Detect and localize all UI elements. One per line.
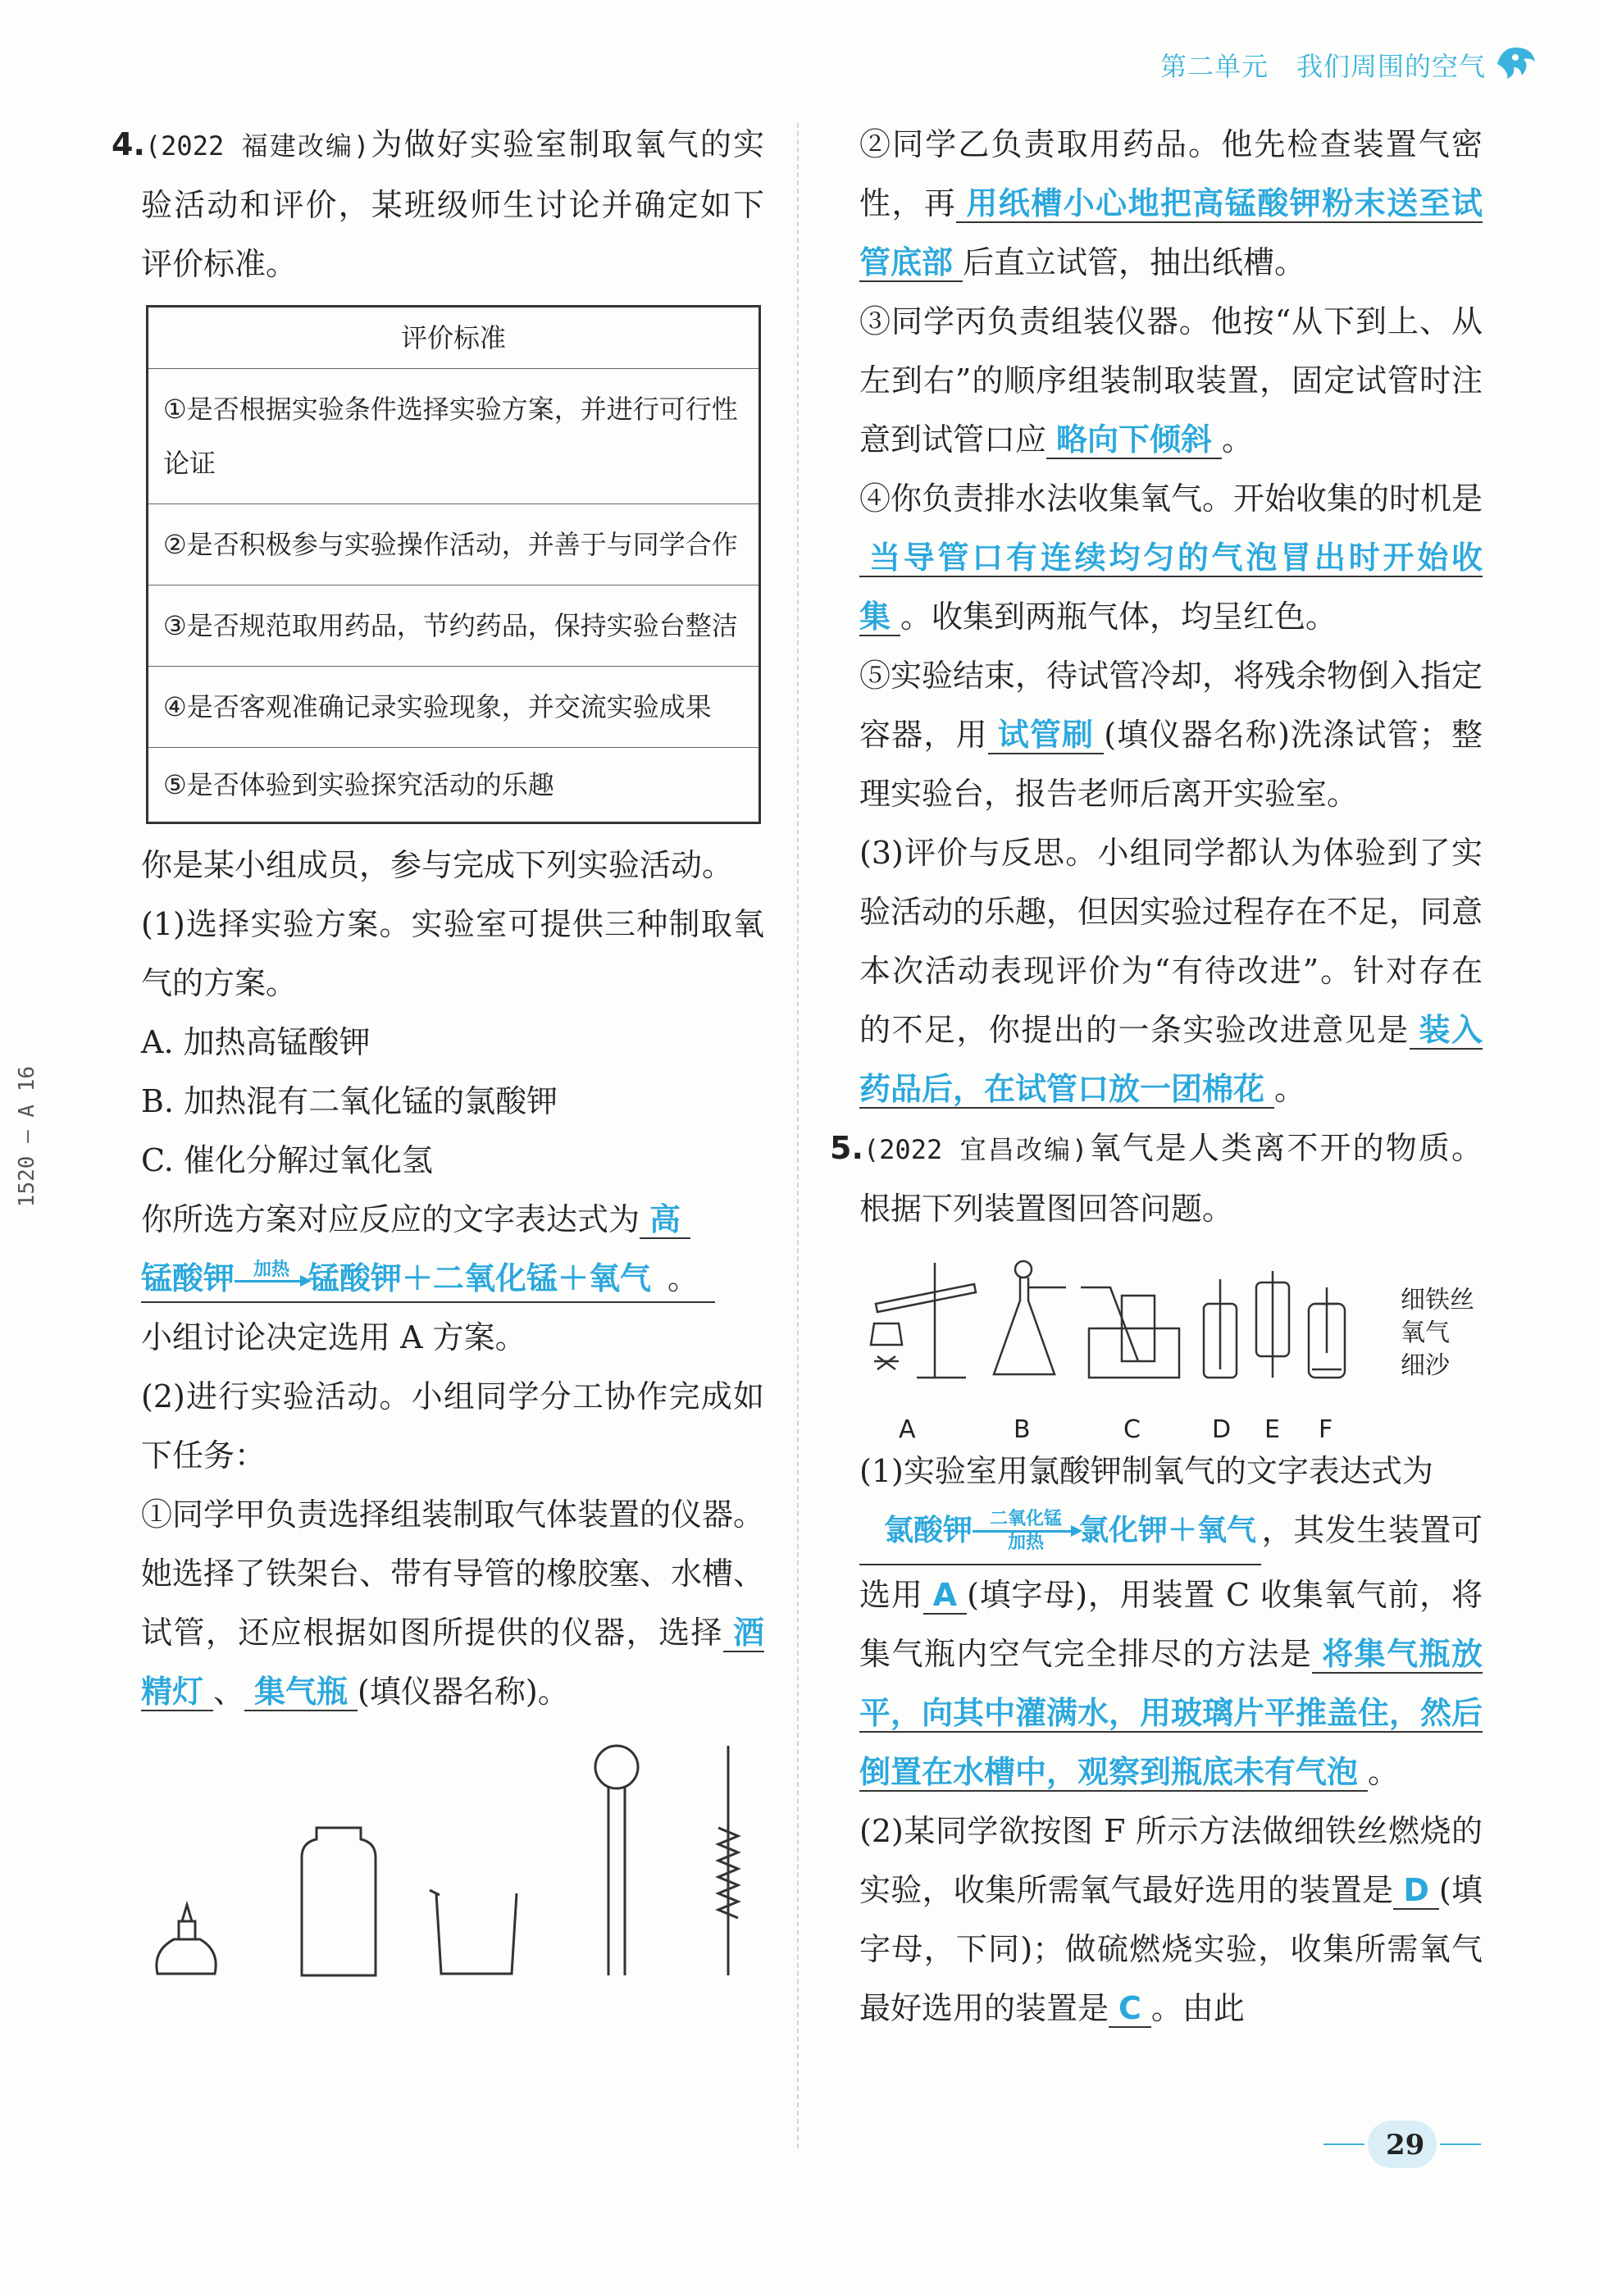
running-header — [1132, 46, 1486, 84]
fig-label-f: F — [1319, 1415, 1333, 1444]
answer-text: 锰酸钾 — [141, 1260, 235, 1296]
answer-blank: 高 — [640, 1201, 690, 1239]
fig-label-d: D — [1212, 1415, 1232, 1444]
q4-intro-a: 为做好实验室制取氧气的 — [369, 126, 733, 162]
q4-part3-text: (3)评价与反思。小组同学都认为体验到了实验活动的乐趣，但因实验过程存在不足，同意本次活动表现评价为“有待改进”。针对存在的不足，你提出的一条实验改进意见是 — [859, 835, 1483, 1048]
beaker-icon — [430, 1890, 517, 1974]
q5-part1-text: (1)实验室用氯酸钾制氧气的文字表达式为 — [859, 1453, 1433, 1489]
q4-part1-expression — [141, 1190, 764, 1249]
answer-blank: 用纸槽小心地把高锰酸钾粉末送至试管底部 — [859, 185, 1483, 280]
answer-blank: D — [1393, 1872, 1439, 1910]
gas-jar-icon — [302, 1828, 376, 1975]
q4-part1-formula — [141, 1249, 764, 1308]
q4-number: 4. — [112, 126, 145, 162]
q4-source: (2022 福建改编) — [144, 130, 370, 162]
apparatus-d-icon — [1204, 1279, 1237, 1378]
q5-source: (2022 宜昌改编) — [863, 1134, 1088, 1165]
task3-tail: 。 — [1222, 421, 1254, 458]
answer-blank: C — [1109, 1990, 1151, 2028]
fig-label-e: E — [1264, 1415, 1280, 1444]
page-number-rule-left — [1323, 2143, 1364, 2145]
apparatus-f-icon — [1309, 1287, 1345, 1378]
fig-label-oxygen: 氧气 — [1401, 1319, 1450, 1347]
fig-label-sand: 细沙 — [1401, 1351, 1450, 1380]
reaction-arrow — [973, 1509, 1079, 1554]
arrow-catalyst: 二氧化锰 — [990, 1509, 1063, 1529]
task4-tail: 。收集到两瓶气体，均呈红色。 — [900, 599, 1337, 635]
apparatus-drawing — [859, 1255, 1384, 1402]
evaluation-table — [146, 305, 761, 824]
side-code: 1520 — A 16 — [15, 1066, 39, 1208]
task5 — [859, 646, 1483, 823]
q5-part2-end: 。由此 — [1150, 1989, 1245, 2026]
task1 — [141, 1485, 764, 1721]
q5-part1-text-c: (填字母)，用装置 C 收集氧气前，将集气瓶内空气完全排尽的方法是 — [859, 1576, 1483, 1672]
arrow-line — [973, 1530, 1079, 1533]
q4-intro-c: 下评价标准。 — [141, 187, 764, 282]
q5-part2-text-b: (填字母，下同)；做硫燃烧实验，收集所需氧气最好选用的装置是 — [859, 1871, 1483, 2026]
task2-text: ②同学乙负责取用药品。他先检查装置气密性，再 — [859, 126, 1483, 221]
fig-label-b: B — [1014, 1415, 1031, 1444]
q4-part1-end: 。 — [667, 1260, 699, 1296]
flame-logo-icon — [1491, 39, 1540, 85]
q4-intro-b: 实验活动和评价，某班级师生讨论并确定如 — [141, 126, 764, 223]
task1-sep: 、 — [213, 1674, 245, 1710]
answer-blank: 略向下倾斜 — [1046, 421, 1222, 459]
q4-part3-tail: 。 — [1274, 1071, 1306, 1107]
apparatus-e-icon — [1256, 1271, 1289, 1378]
task1-text: ①同学甲负责选择组装制取气体装置的仪器。她选择了铁架台、带有导管的橡胶塞、水槽、试管，还应根据如图所提供的仪器，选 — [141, 1496, 765, 1651]
evaluation-row: ①是否根据实验条件选择实验方案，并进行可行性论证 — [148, 368, 758, 503]
q5-part1-text-b: ，其发生装置可选用 — [859, 1512, 1483, 1613]
round-flask-icon — [595, 1746, 638, 1975]
task2-tail: 后直立试管，抽出纸槽。 — [963, 244, 1306, 280]
formula-right: 氯化钾＋氧气 — [1079, 1513, 1257, 1547]
q5-part2 — [859, 1802, 1483, 2038]
task4 — [859, 469, 1483, 646]
task5-tail: (填仪器名称)洗涤试管；整理实验台，报告老师后离开实验室。 — [859, 717, 1483, 812]
apparatus-b-icon — [994, 1261, 1066, 1374]
instrument-figure — [141, 1738, 772, 1984]
evaluation-row: ④是否客观准确记录实验现象，并交流实验成果 — [148, 666, 758, 747]
q4-member: 你是某小组成员，参与完成下列实验活动。 — [141, 847, 734, 883]
arrow-line — [235, 1280, 308, 1282]
answer-blank: 酒精灯 — [141, 1615, 764, 1710]
arrow-condition: 加热 — [253, 1259, 290, 1280]
task3-text: ③同学丙负责组装仪器。他按“从下到上、从左到右”的顺序组装制取装置，固定试管时注意到试管口应 — [859, 303, 1483, 458]
q4-decide: 小组讨论决定选用 A 方案。 — [141, 1319, 526, 1355]
answer-blank: 集气瓶 — [244, 1674, 358, 1711]
apparatus-figure — [859, 1255, 1483, 1444]
page-number-rule-right — [1440, 2143, 1481, 2145]
answer-underline — [141, 1301, 715, 1303]
q5-intro — [830, 1118, 1483, 1238]
answer-text: 锰酸钾＋二氧化锰＋氧气 — [308, 1260, 652, 1296]
q4-intro — [112, 115, 764, 294]
q5-part1-end: 。 — [1368, 1753, 1400, 1790]
unit-label: 第二单元 — [1159, 51, 1269, 82]
alcohol-lamp-icon — [157, 1905, 216, 1974]
test-tube-brush-icon — [718, 1746, 738, 1975]
arrow-condition: 加热 — [1008, 1533, 1045, 1553]
fig-label-a: A — [899, 1415, 916, 1444]
q4-part3 — [859, 823, 1483, 1118]
q5-intro-text: 氧气是人类离不开的物质。根据下列装置图回答问题。 — [859, 1130, 1483, 1227]
left-column — [112, 115, 765, 2002]
task3 — [859, 292, 1483, 469]
q5-number: 5. — [830, 1130, 863, 1166]
q5-part2-text: (2)某同学欲按图 F 所示方法做细铁丝燃烧的实验，收集所需氧气最好选用的装置是 — [859, 1812, 1483, 1908]
answer-blank: 装入药品后，在试管口放一团棉花 — [859, 1012, 1483, 1107]
evaluation-row: ③是否规范取用药品，节约药品，保持实验台整洁 — [148, 585, 758, 666]
page-number: 29 — [1386, 2129, 1425, 2162]
option-a: A. 加热高锰酸钾 — [141, 1024, 371, 1060]
task5-text: ⑤实验结束，待试管冷却，将残余物倒入指定容器，用 — [859, 658, 1483, 753]
evaluation-table-header: 评价标准 — [400, 322, 506, 353]
column-divider — [797, 123, 799, 2148]
right-column — [830, 115, 1483, 2038]
answer-blank: 将集气瓶放平，向其中灌满水，用玻璃片平推盖住，然后倒置在水槽中，观察到瓶底未有气泡 — [859, 1635, 1483, 1790]
fig-label-c: C — [1123, 1415, 1141, 1444]
q4-part1-title: (1)选择实验方案。实验室可提供三种制取氧气的方案。 — [141, 906, 764, 1001]
formula-left: 氯酸钾 — [884, 1513, 973, 1547]
evaluation-row: ⑤是否体验到实验探究活动的乐趣 — [148, 747, 758, 822]
q5-part1 — [859, 1442, 1483, 1802]
task4-text: ④你负责排水法收集氧气。开始收集的时机是 — [859, 481, 1483, 517]
answer-blank: A — [923, 1577, 967, 1615]
option-c: C. 催化分解过氧化氢 — [141, 1142, 433, 1178]
q5-answer-formula — [859, 1501, 1261, 1565]
q4-part2-title: (2)进行实验活动。小组同学分工协作完成如下任务： — [141, 1378, 764, 1474]
apparatus-a-icon — [871, 1263, 976, 1378]
reaction-arrow — [235, 1259, 308, 1304]
task1-text-b: 择 — [690, 1615, 723, 1651]
q4-expr-lead: 你所选方案对应反应的文字表达式为 — [141, 1201, 640, 1237]
apparatus-c-icon — [1081, 1287, 1179, 1378]
answer-blank: 试管刷 — [988, 717, 1105, 754]
evaluation-row: ②是否积极参与实验操作活动，并善于与同学合作 — [148, 503, 758, 585]
option-b: B. 加热混有二氧化锰的氯酸钾 — [141, 1083, 558, 1119]
unit-topic: 我们周围的空气 — [1296, 51, 1486, 82]
fig-label-iron-wire: 细铁丝 — [1401, 1286, 1474, 1314]
task2 — [859, 115, 1483, 292]
task1-tail: (填仪器名称)。 — [358, 1674, 569, 1710]
answer-blank: 当导管口有连续均匀的气泡冒出时开始收集 — [859, 540, 1483, 635]
